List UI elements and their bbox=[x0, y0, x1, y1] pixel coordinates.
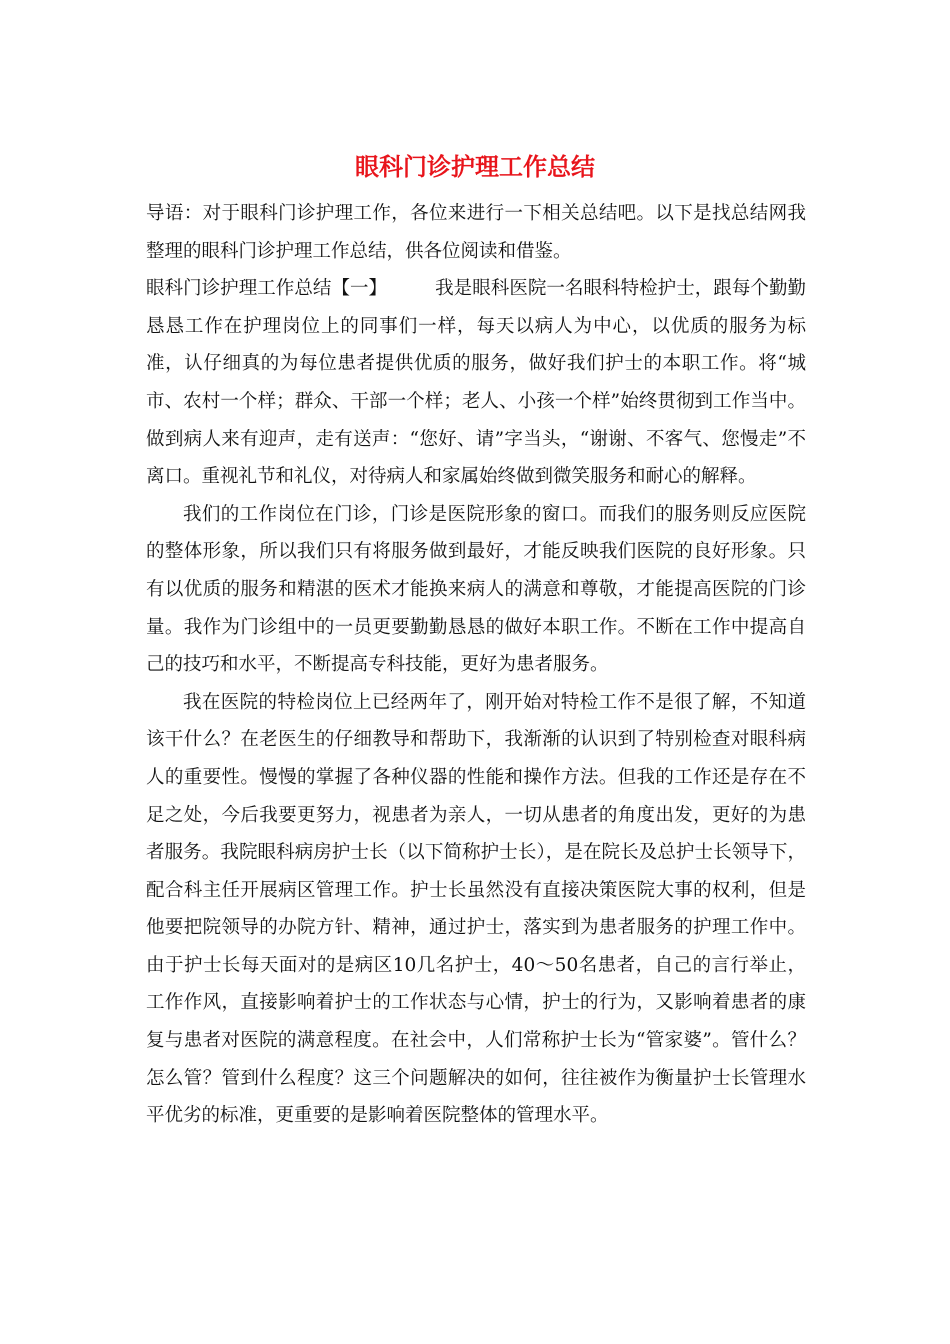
section-first-paragraph: 我是眼科医院一名眼科特检护士，跟每个勤勤恳恳工作在护理岗位上的同事们一样，每天以病人为中心，以优质的服务为标准，认仔细真的为每位患者提供优质的服务，做好我们护士的本职工作。将“城市、农村一个样；群众、干部一个样；老人、小孩一个样”始终贯彻到工作当中。做到病人来有迎声，走有送声：“您好、请”字当头，“谢谢、不客气、您慢走”不离口。重视礼节和礼仪，对待病人和家属始终做到微笑服务和耐心的解释。 bbox=[146, 278, 806, 488]
section-one-paragraph bbox=[146, 270, 806, 496]
body-paragraph-2: 我们的工作岗位在门诊，门诊是医院形象的窗口。而我们的服务则反应医院的整体形象，所以我们只有将服务做到最好，才能反映我们医院的良好形象。只有以优质的服务和精湛的医术才能换来病人的满意和尊敬，才能提高医院的门诊量。我作为门诊组中的一员更要勤勤恳恳的做好本职工作。不断在工作中提高自己的技巧和水平，不断提高专科技能，更好为患者服务。 bbox=[146, 503, 806, 676]
section-heading: 眼科门诊护理工作总结【一】 bbox=[146, 278, 388, 300]
body-paragraph-3: 我在医院的特检岗位上已经两年了，刚开始对特检工作不是很了解，不知道该干什么？在老医生的仔细教导和帮助下，我渐渐的认识到了特别检查对眼科病人的重要性。慢慢的掌握了各种仪器的性能和操作方法。但我的工作还是存在不足之处，今后我要更努力，视患者为亲人，一切从患者的角度出发，更好的为患者服务。我院眼科病房护士长（以下简称护士长），是在院长及总护士长领导下，配合科主任开展病区管理工作。护士长虽然没有直接决策医院大事的权利，但是他要把院领导的办院方针、精神，通过护士，落实到为患者服务的护理工作中。由于护士长每天面对的是病区10几名护士，40～50名患者，自己的言行举止，工作作风，直接影响着护士的工作状态与心情，护士的行为，又影响着患者的康复与患者对医院的满意程度。在社会中，人们常称护士长为“管家婆”。管什么？怎么管？管到什么程度？这三个问题解决的如何，往往被作为衡量护士长管理水平优劣的标准，更重要的是影响着医院整体的管理水平。 bbox=[146, 691, 806, 1127]
document-title: 眼科门诊护理工作总结 bbox=[355, 152, 595, 181]
intro-paragraph: 导语：对于眼科门诊护理工作，各位来进行一下相关总结吧。以下是找总结网我整理的眼科门诊护理工作总结，供各位阅读和借鉴。 bbox=[146, 203, 806, 262]
document-body bbox=[146, 195, 806, 1135]
